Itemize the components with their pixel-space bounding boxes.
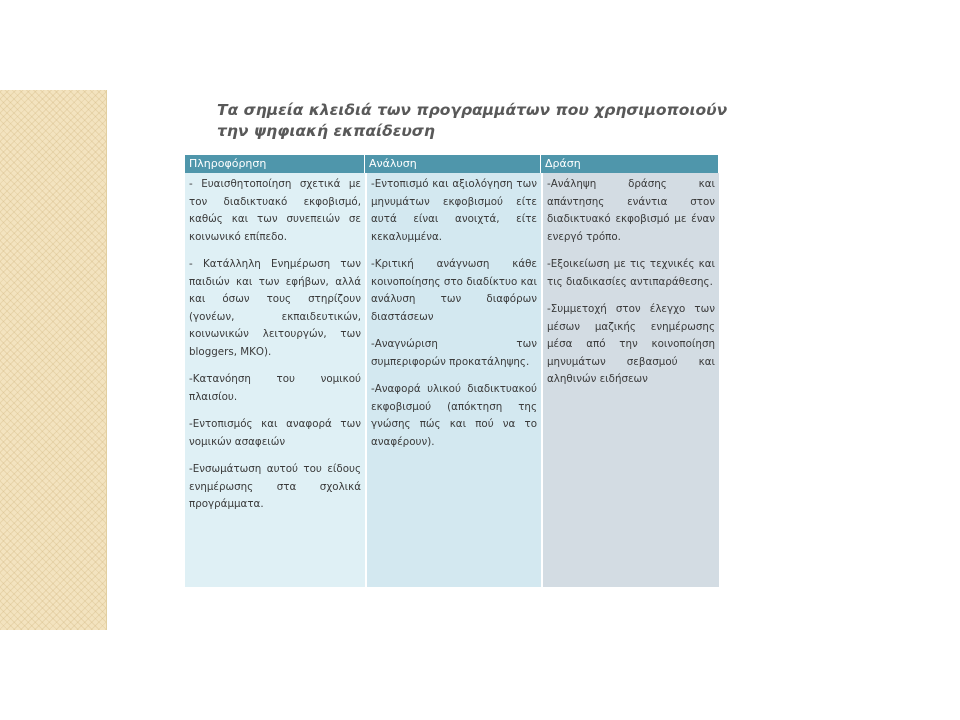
slide-title (217, 100, 737, 142)
header-action: Δράση (541, 155, 719, 173)
analysis-item: -Εντοπισμό και αξιολόγηση των μηνυμάτων εκφοβισμού είτε αυτά είναι ανοιχτά, είτε κεκαλυμμένα. (371, 178, 537, 243)
action-item: -Ανάληψη δράσης και απάντησης ενάντια στον διαδικτυακό εκφοβισμό με έναν ενεργό τρόπο. (547, 178, 715, 243)
action-item: -Συμμετοχή στον έλεγχο των μέσων μαζικής ενημέρωσης μέσα από την κοινοποίηση μηνυμάτων σεβασμού και αληθινών ειδήσεων (547, 303, 715, 385)
information-item: -Κατανόηση του νομικού πλαισίου. (189, 373, 361, 403)
slide-title-line-2: την ψηφιακή εκπαίδευση (217, 122, 435, 140)
column-analysis (365, 173, 541, 587)
information-item: - Ευαισθητοποίηση σχετικά με τον διαδικτυακό εκφοβισμό, καθώς και των συνεπειών σε κοινωνικό επίπεδο. (189, 178, 361, 243)
column-action (541, 173, 719, 587)
analysis-item: -Αναφορά υλικού διαδικτυακού εκφοβισμού (απόκτηση της γνώσης πώς και πού να το αναφέρουν). (371, 383, 537, 448)
information-item: - Κατάλληλη Ενημέρωση των παιδιών και των εφήβων, αλλά και όσων τους στηρίζουν (γονέων, εκπαιδευτικών, κοινωνικών λειτουργών, των bloggers, ΜΚΟ). (189, 258, 361, 358)
slide-title-line-1: Τα σημεία κλειδιά των προγραμμάτων που χρησιμοποιούν (217, 101, 728, 119)
information-item: -Ενσωμάτωση αυτού του είδους ενημέρωσης στα σχολικά προγράμματα. (189, 463, 361, 510)
key-points-table (185, 155, 719, 587)
analysis-item: -Κριτική ανάγνωση κάθε κοινοποίησης στο διαδίκτυο και ανάλυση των διαφόρων διαστάσεων (371, 258, 537, 323)
header-information: Πληροφόρηση (185, 155, 365, 173)
action-item: -Εξοικείωση με τις τεχνικές και τις διαδικασίες αντιπαράθεσης. (547, 258, 715, 288)
decorative-side-strip (0, 90, 107, 630)
information-item: -Εντοπισμός και αναφορά των νομικών ασαφειών (189, 418, 361, 448)
header-analysis: Ανάλυση (365, 155, 541, 173)
column-information (185, 173, 365, 587)
analysis-item: -Αναγνώριση των συμπεριφορών προκατάληψης. (371, 338, 537, 368)
